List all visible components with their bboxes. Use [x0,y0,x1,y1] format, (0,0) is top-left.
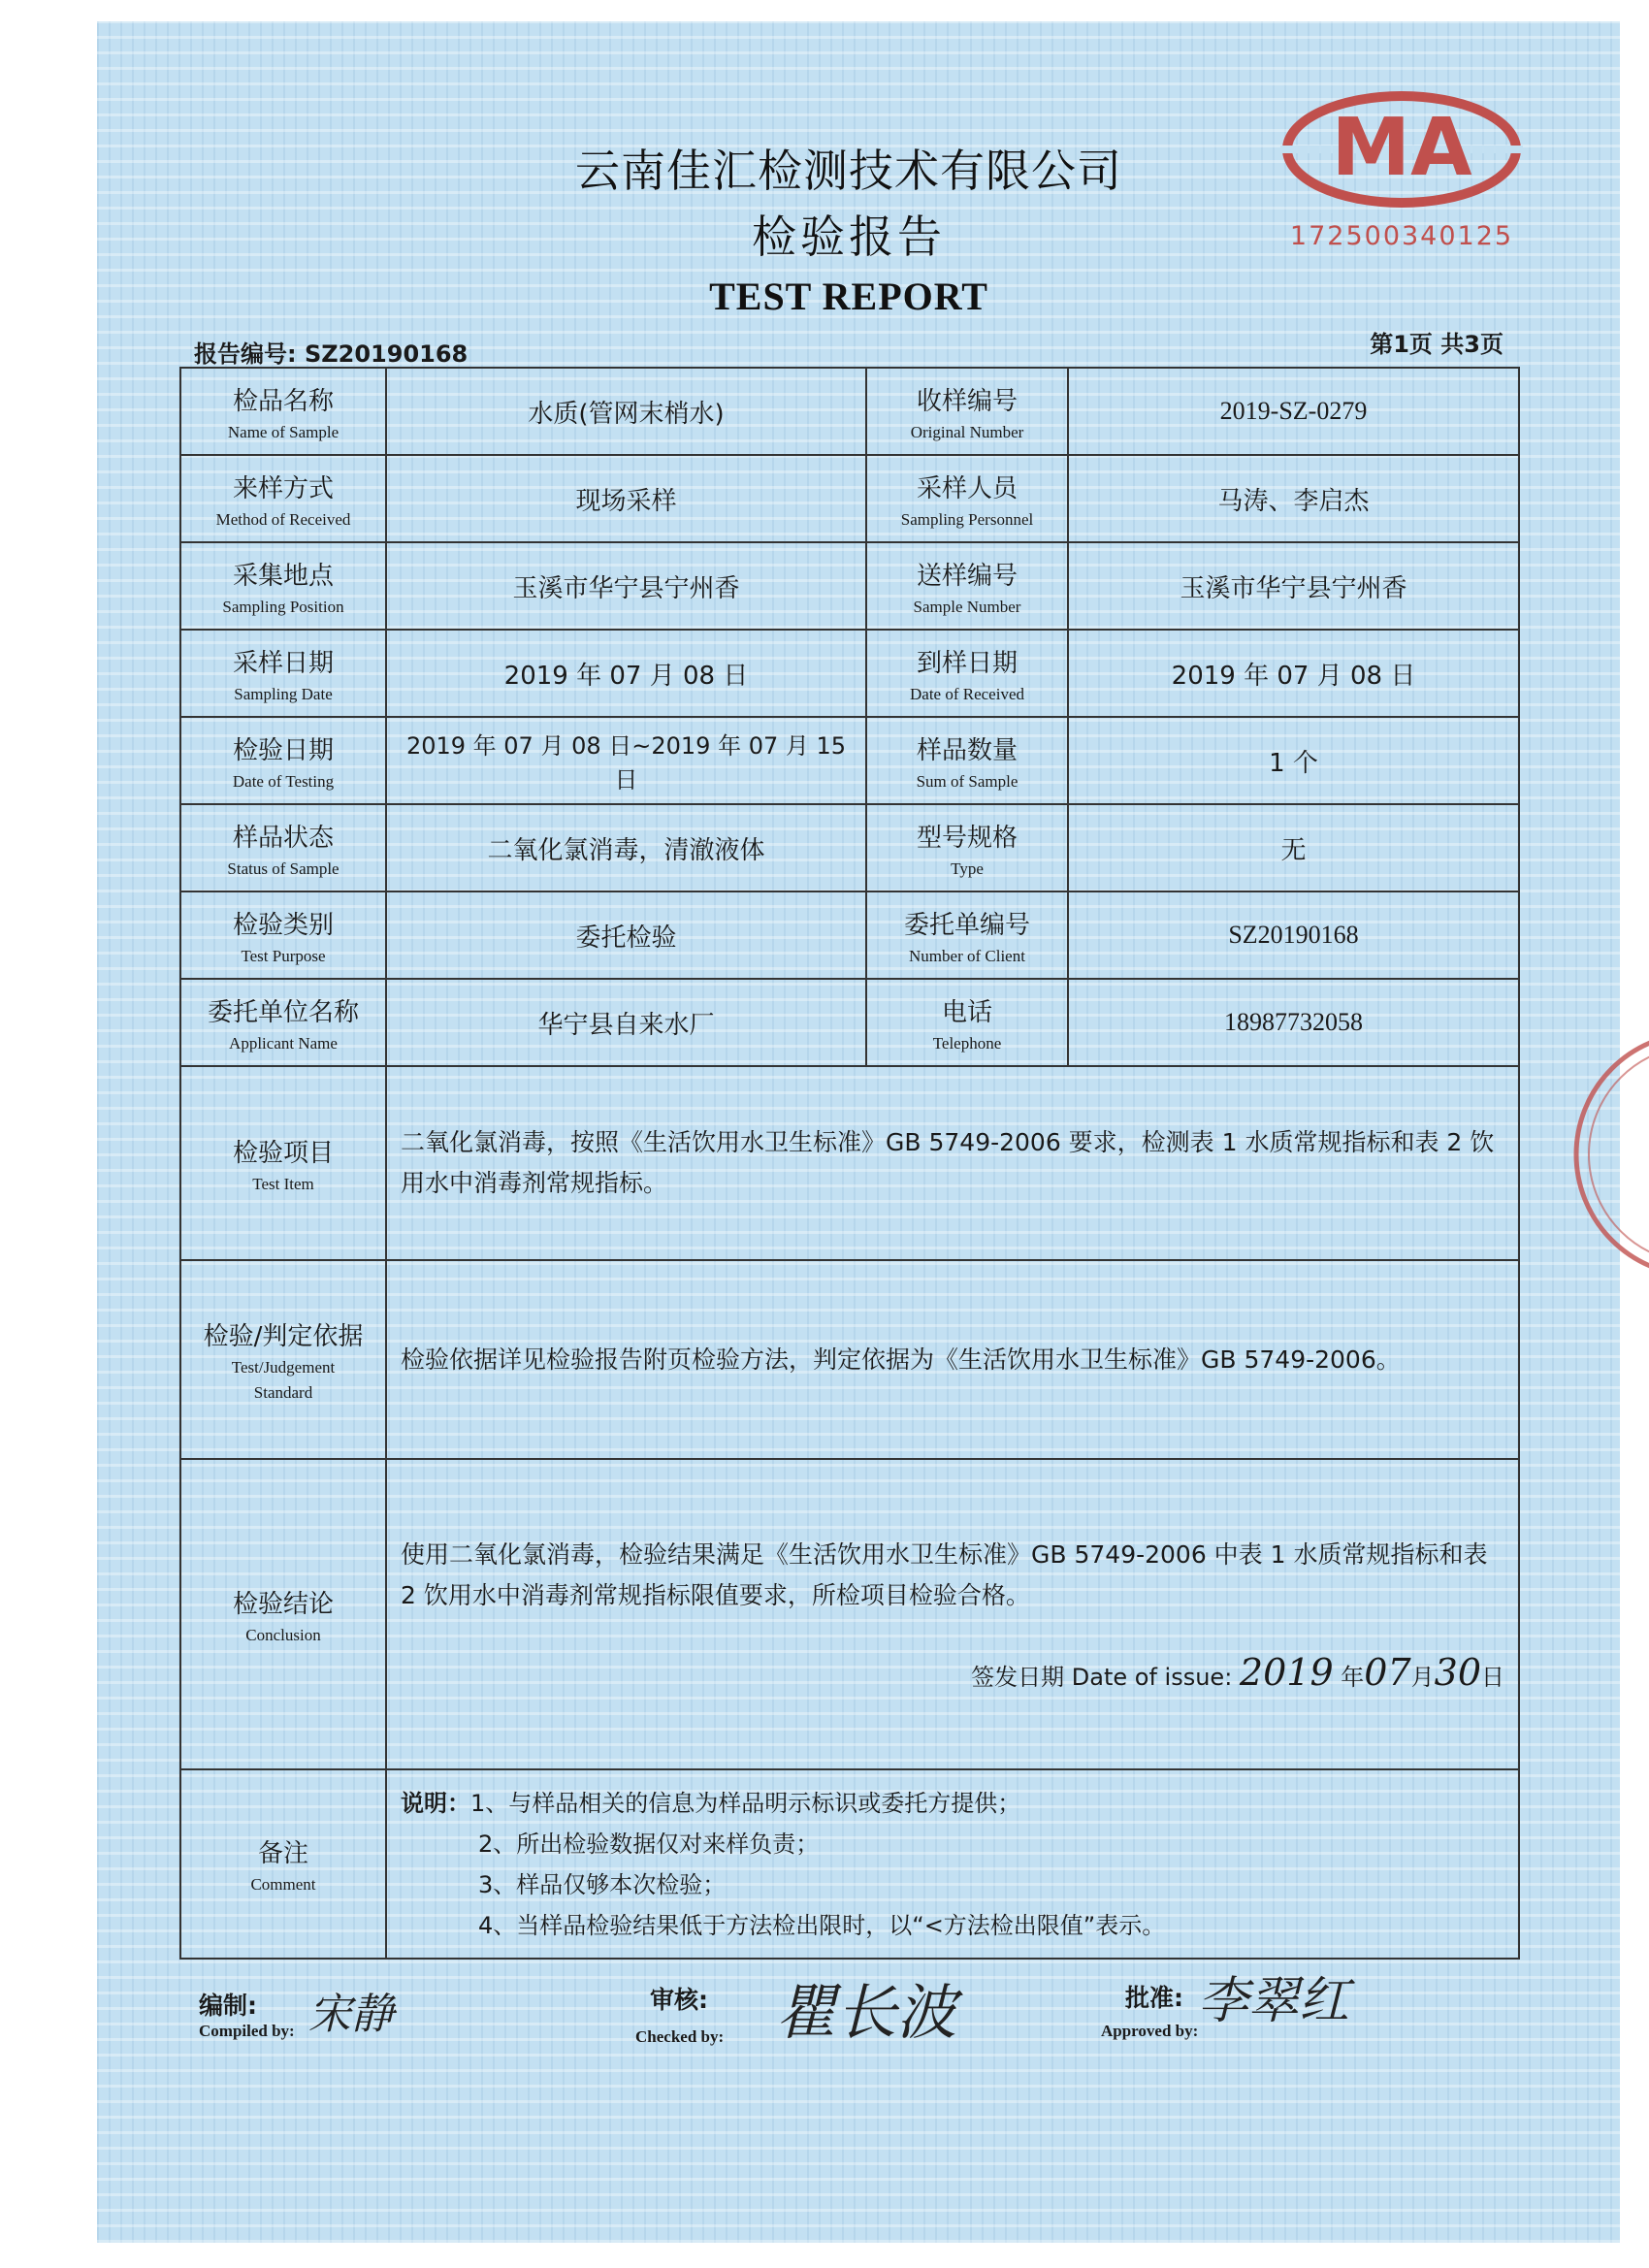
sample-number-value: 玉溪市华宁县宁州香 [1068,542,1519,630]
compiled-by-block [199,1987,295,2041]
field-label: 检验项目 Test Item [180,1066,386,1260]
judgement-text: 检验依据详见检验报告附页检验方法，判定依据为《生活饮用水卫生标准》GB 5749-2006。 [386,1260,1519,1459]
test-item-text: 二氧化氯消毒，按照《生活饮用水卫生标准》GB 5749-2006 要求，检测表 1 水质常规指标和表 2 饮用水中消毒剂常规指标。 [386,1066,1519,1260]
checked-label: 审核: [650,1986,708,2014]
issue-day-unit: 日 [1481,1664,1504,1691]
approved-label: 批准: [1125,1984,1183,2012]
issue-day: 30 [1434,1651,1481,1694]
approved-by-block [1101,1979,1198,2041]
report-number [194,335,468,369]
original-number-value: 2019-SZ-0279 [1068,368,1519,455]
issue-month-unit: 月 [1410,1664,1435,1691]
issue-date-label: 签发日期 Date of issue: [971,1664,1233,1691]
field-label: 来样方式 Method of Received [180,455,386,542]
testing-date-value: 2019 年 07 月 08 日~2019 年 07 月 15 日 [386,717,866,804]
field-label: 检验类别 Test Purpose [180,891,386,979]
note-item: 说明：1、与样品相关的信息为样品明示标识或委托方提供； [401,1789,1021,1817]
note-item: 2、所出检验数据仅对来样负责； [478,1830,820,1858]
table-row [180,455,1519,542]
cert-number: 172500340125 [1289,221,1514,251]
table-row [180,717,1519,804]
issue-month: 07 [1364,1651,1411,1694]
field-label: 送样编号 Sample Number [866,542,1068,630]
table-row [180,979,1519,1066]
report-table [179,367,1520,1960]
checked-by-block [635,1981,724,2047]
telephone-value: 18987732058 [1068,979,1519,1066]
conclusion-row [180,1459,1519,1769]
type-value: 无 [1068,804,1519,891]
judgement-row [180,1260,1519,1459]
table-row [180,804,1519,891]
field-label: 委托单位名称 Applicant Name [180,979,386,1066]
table-row [180,368,1519,455]
approved-signature: 李翠红 [1198,1972,1350,2030]
approved-label-en: Approved by: [1101,2022,1199,2040]
field-label: 到样日期 Date of Received [866,630,1068,717]
report-title-cn: 检验报告 [752,211,946,263]
table-row [180,630,1519,717]
sampling-date-value: 2019 年 07 月 08 日 [386,630,866,717]
conclusion-cell [386,1459,1519,1769]
note-item: 4、当样品检验结果低于方法检出限时，以“<方法检出限值”表示。 [478,1911,1166,1939]
checked-label-en: Checked by: [635,2027,725,2046]
compiled-signature: 宋静 [308,1990,394,2039]
compiled-label-en: Compiled by: [199,2022,295,2040]
sampling-position-value: 玉溪市华宁县宁州香 [386,542,866,630]
checked-signature: 瞿长波 [776,1977,957,2048]
sample-name-value: 水质(管网末梢水) [386,368,866,455]
field-label: 样品数量 Sum of Sample [866,717,1068,804]
note-lead: 说明： [401,1789,470,1817]
test-purpose-value: 委托检验 [386,891,866,979]
issue-year: 2019 [1239,1651,1334,1694]
field-label: 检品名称 Name of Sample [180,368,386,455]
table-row [180,542,1519,630]
field-label: 采样人员 Sampling Personnel [866,455,1068,542]
sampling-personnel-value: 马涛、李启杰 [1068,455,1519,542]
field-label: 采集地点 Sampling Position [180,542,386,630]
report-number-label: 报告编号: [194,340,297,368]
field-label: 委托单编号 Number of Client [866,891,1068,979]
table-row [180,891,1519,979]
page-indicator: 第1页 共3页 [1370,331,1504,358]
report-title-en: TEST REPORT [709,275,988,318]
test-item-row [180,1066,1519,1260]
report-number-value: SZ20190168 [304,340,469,368]
company-name: 云南佳汇检测技术有限公司 [575,145,1122,197]
company-seal [1542,1028,1649,1280]
method-received-value: 现场采样 [386,455,866,542]
sum-of-sample-value: 1 个 [1068,717,1519,804]
field-label: 检验日期 Date of Testing [180,717,386,804]
field-label: 电话 Telephone [866,979,1068,1066]
field-label: 收样编号 Original Number [866,368,1068,455]
client-number-value: SZ20190168 [1068,891,1519,979]
comment-row [180,1769,1519,1959]
date-received-value: 2019 年 07 月 08 日 [1068,630,1519,717]
sample-status-value: 二氧化氯消毒，清澈液体 [386,804,866,891]
comment-notes [386,1769,1519,1959]
conclusion-text: 使用二氧化氯消毒，检验结果满足《生活饮用水卫生标准》GB 5749-2006 中表 1 水质常规指标和表 2 饮用水中消毒剂常规指标限值要求，所检项目检验合格。 [401,1540,1488,1609]
issue-date [401,1651,1504,1694]
field-label: 检验/判定依据 Test/Judgement Standard [180,1260,386,1459]
svg-text:MA: MA [1331,102,1472,194]
applicant-name-value: 华宁县自来水厂 [386,979,866,1066]
note-item: 3、样品仅够本次检验； [478,1870,727,1898]
field-label: 检验结论 Conclusion [180,1459,386,1769]
field-label: 样品状态 Status of Sample [180,804,386,891]
field-label: 采样日期 Sampling Date [180,630,386,717]
issue-year-unit: 年 [1341,1664,1365,1691]
compiled-label: 编制: [199,1992,257,2020]
field-label: 备注 Comment [180,1769,386,1959]
field-label: 型号规格 Type [866,804,1068,891]
